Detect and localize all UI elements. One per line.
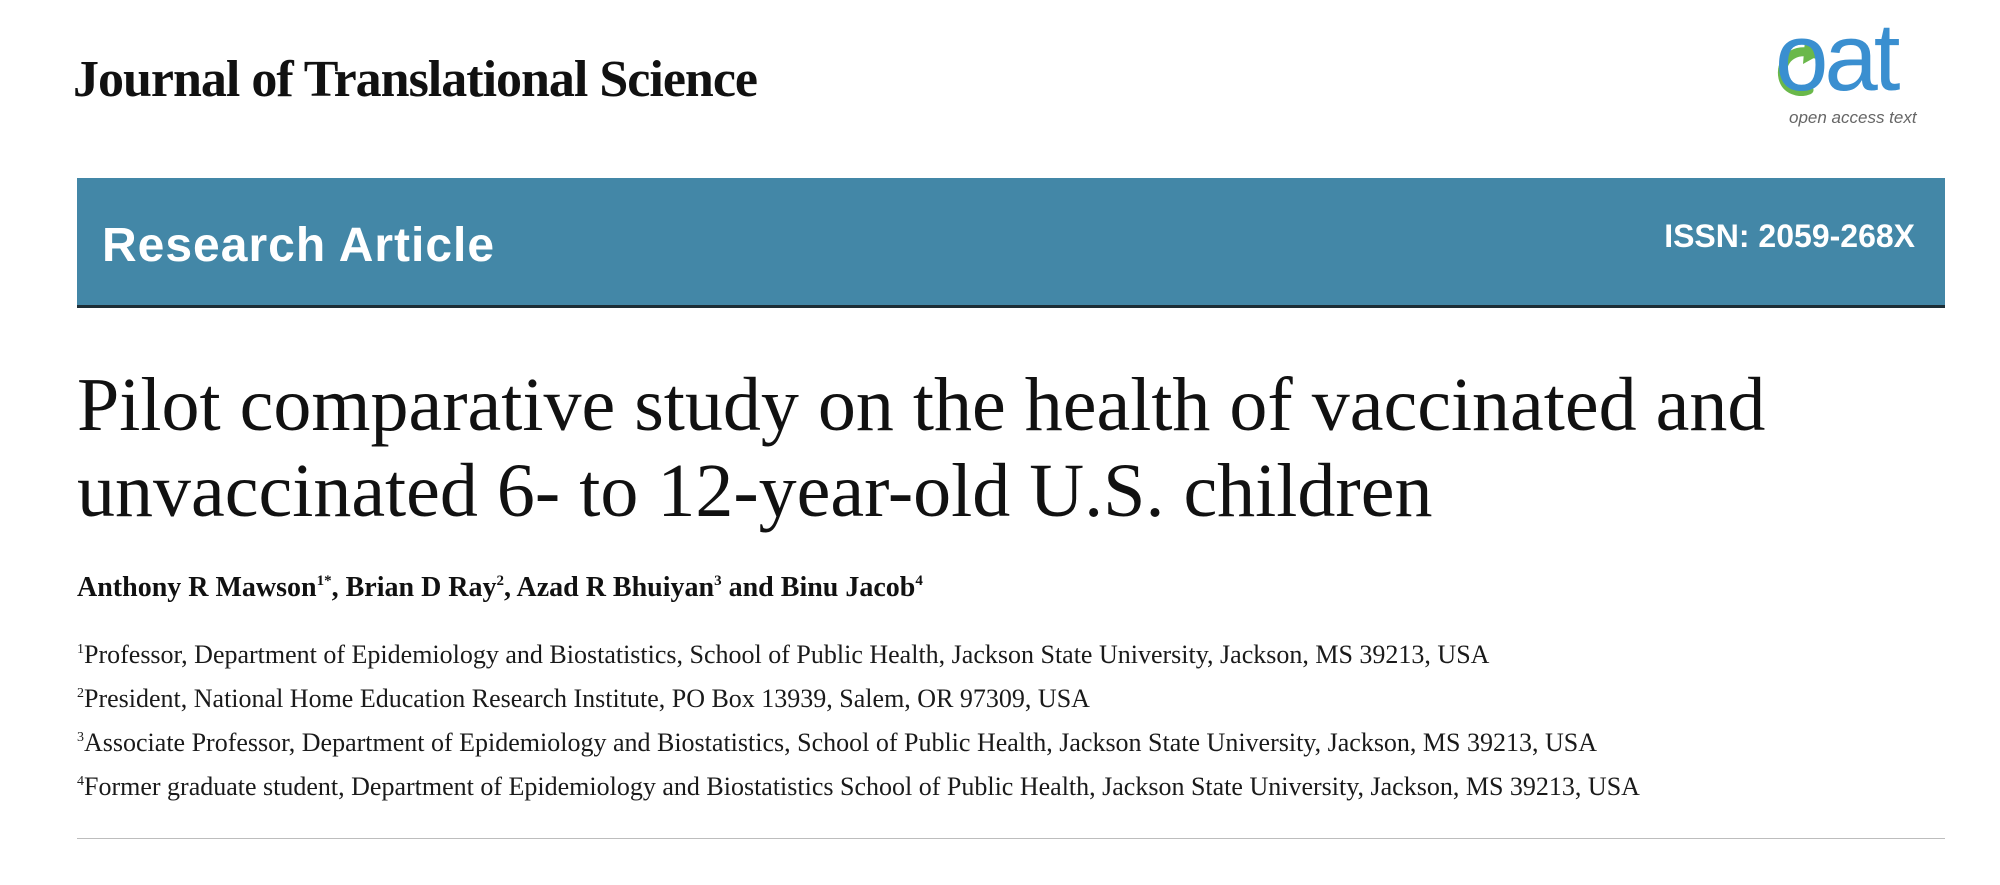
author-name[interactable]: Azad R Bhuiyan xyxy=(516,572,715,603)
article-title xyxy=(77,362,1937,534)
affiliation-text: President, National Home Education Research Institute, PO Box 13939, Salem, OR 97309, USA xyxy=(84,684,1090,713)
affiliation-item xyxy=(77,760,1957,804)
author-affiliation-mark: 2 xyxy=(496,573,505,589)
author-separator: , xyxy=(331,572,346,603)
author-name[interactable]: Anthony R Mawson xyxy=(77,572,317,603)
affiliation-number: 2 xyxy=(77,686,84,701)
article-type-label: Research Article xyxy=(102,219,496,272)
article-title-line-1: Pilot comparative study on the health of vaccinated and xyxy=(77,363,1766,447)
journal-title: Journal of Translational Science xyxy=(73,51,757,108)
affiliation-text: Professor, Department of Epidemiology and Biostatistics, School of Public Health, Jackson State University, Jackson, MS 39213, USA xyxy=(84,640,1490,669)
author-affiliation-mark: 3 xyxy=(714,573,722,589)
oat-logo[interactable] xyxy=(1775,4,1955,128)
author-separator: and xyxy=(721,572,781,603)
affiliation-number: 1 xyxy=(77,642,84,657)
author-name[interactable]: Binu Jacob xyxy=(780,572,916,603)
article-title-line-2: unvaccinated 6- to 12-year-old U.S. children xyxy=(77,449,1433,533)
author-list xyxy=(77,572,923,604)
author-separator: , xyxy=(504,572,517,603)
logo-tagline: open access text xyxy=(1789,108,1917,127)
logo-wordmark: oat xyxy=(1775,4,1897,111)
affiliation-item xyxy=(77,672,1957,716)
author-name[interactable]: Brian D Ray xyxy=(345,572,497,603)
section-divider xyxy=(77,838,1945,839)
author-affiliation-mark: 1* xyxy=(316,573,332,589)
affiliation-number: 3 xyxy=(77,730,84,745)
affiliation-text: Associate Professor, Department of Epidemiology and Biostatistics, School of Public Health, Jackson State University, Jackson, MS 39213, USA xyxy=(84,728,1598,757)
article-type-banner xyxy=(77,178,1945,308)
affiliation-item xyxy=(77,716,1957,760)
affiliation-text: Former graduate student, Department of Epidemiology and Biostatistics School of Public Health, Jackson State University, Jackson, MS 39213, USA xyxy=(84,772,1640,801)
affiliation-number: 4 xyxy=(77,774,84,789)
author-affiliation-mark: 4 xyxy=(915,573,923,589)
affiliation-list xyxy=(77,628,1957,804)
issn-label: ISSN: 2059-268X xyxy=(1664,218,1915,254)
affiliation-item xyxy=(77,628,1957,672)
